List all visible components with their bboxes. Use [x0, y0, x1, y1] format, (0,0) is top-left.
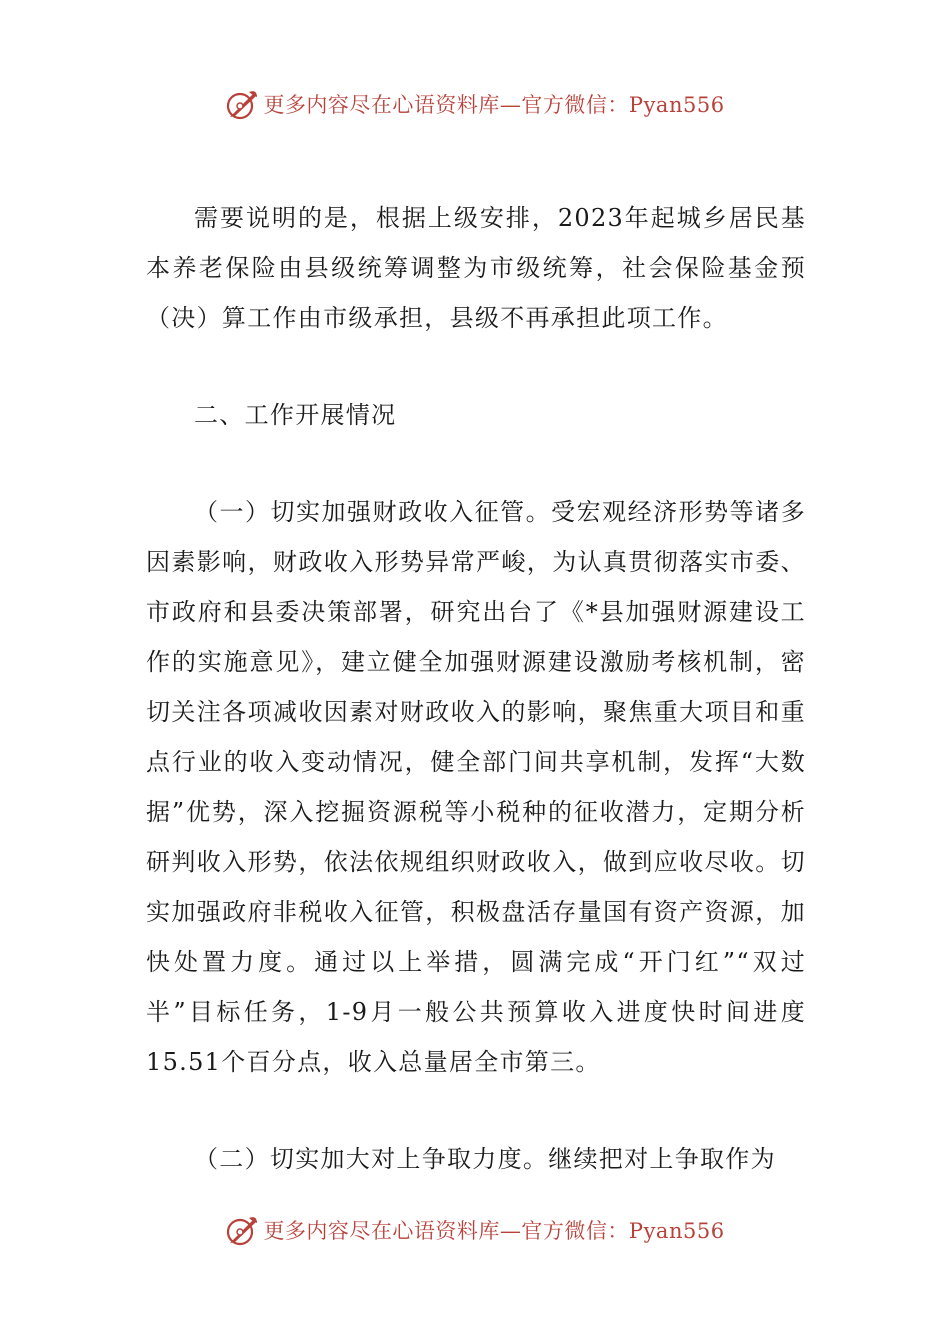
watermark-text: 更多内容尽在心语资料库—官方微信：Pyan556	[263, 93, 725, 117]
watermark-text: 更多内容尽在心语资料库—官方微信：Pyan556	[263, 1219, 725, 1243]
quill-logo-icon	[225, 87, 259, 121]
watermark-banner-bottom	[0, 1210, 950, 1250]
quill-logo-icon	[225, 1213, 259, 1247]
section-heading: 二、工作开展情况	[194, 401, 397, 429]
watermark-banner-top	[0, 84, 950, 124]
paragraph-3: （二）切实加大对上争取力度。继续把对上争取作为	[194, 1145, 776, 1173]
paragraph-2: （一）切实加强财政收入征管。受宏观经济形势等诸多因素影响，财政收入形势异常严峻，为认真贯彻落实市委、市政府和县委决策部署，研究出台了《*县加强财源建设工作的实施意见》，建立健全加强财源建设激励考核机制，密切关注各项减收因素对财政收入的影响，聚焦重大项目和重点行业的收入变动情况，健全部门间共享机制，发挥“大数据”优势，深入挖掘资源税等小税种的征收潜力，定期分析研判收入形势，依法依规组织财政收入，做到应收尽收。切实加强政府非税收入征管，积极盘活存量国有资产资源，加快处置力度。通过以上举措，圆满完成“开门红”“双过半”目标任务，1-9月一般公共预算收入进度快时间进度15.51个百分点，收入总量居全市第三。	[146, 498, 806, 1076]
document-body	[146, 193, 806, 1184]
paragraph-1: 需要说明的是，根据上级安排，2023年起城乡居民基本养老保险由县级统筹调整为市级统筹，社会保险基金预（决）算工作由市级承担，县级不再承担此项工作。	[146, 204, 806, 332]
